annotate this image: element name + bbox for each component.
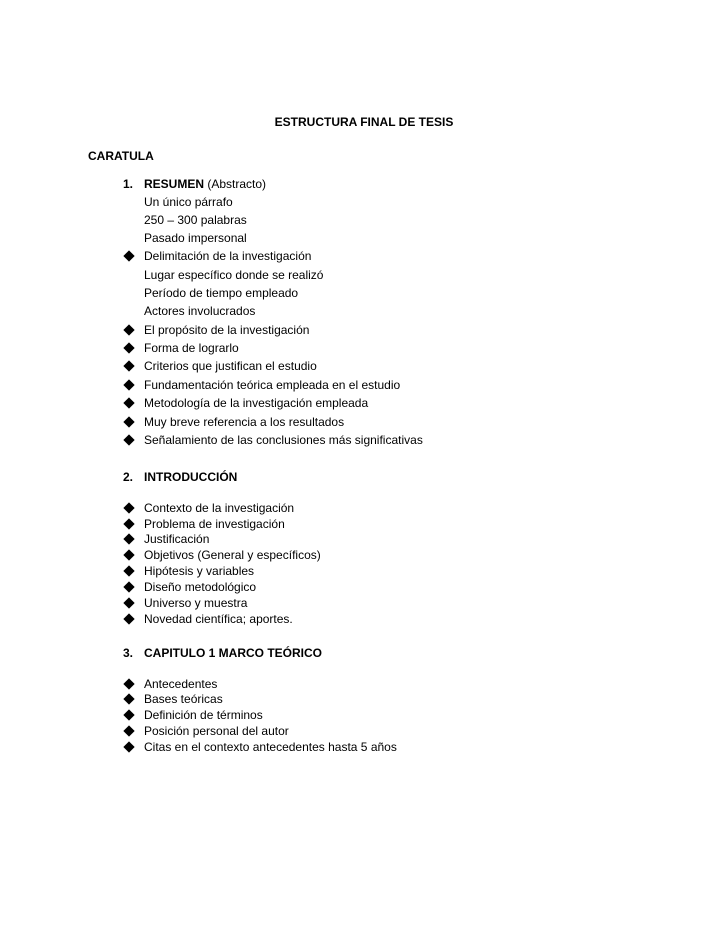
diamond-bullet-icon xyxy=(123,434,134,445)
diamond-bullet-icon xyxy=(123,741,134,752)
diamond-bullet-icon xyxy=(123,549,134,560)
diamond-bullet-icon xyxy=(123,502,134,513)
diamond-bullet-icon xyxy=(123,533,134,544)
document-title: ESTRUCTURA FINAL DE TESIS xyxy=(274,115,454,129)
bullet-item: Metodología de la investigación empleada xyxy=(144,396,369,410)
section-heading xyxy=(144,470,237,485)
bullet-item: El propósito de la investigación xyxy=(144,323,310,337)
sub-item: Pasado impersonal xyxy=(144,231,247,245)
diamond-bullet-icon xyxy=(123,678,134,689)
bullet-item: Definición de términos xyxy=(144,708,263,722)
diamond-bullet-icon xyxy=(123,693,134,704)
section-number: 1. xyxy=(123,177,134,191)
section-number: 2. xyxy=(123,470,134,484)
bullet-item: Muy breve referencia a los resultados xyxy=(144,415,345,429)
sub-item: 250 – 300 palabras xyxy=(144,213,247,227)
bullet-item: Contexto de la investigación xyxy=(144,501,295,515)
diamond-bullet-icon xyxy=(123,725,134,736)
diamond-bullet-icon xyxy=(123,613,134,624)
diamond-bullet-icon xyxy=(123,709,134,720)
caratula-heading: CARATULA xyxy=(88,149,154,163)
bullet-item: Hipótesis y variables xyxy=(144,564,255,578)
section-heading xyxy=(144,177,266,192)
section-heading xyxy=(144,646,322,661)
bullet-item: Justificación xyxy=(144,532,210,546)
diamond-bullet-icon xyxy=(123,342,134,353)
bullet-item: Fundamentación teórica empleada en el estudio xyxy=(144,378,401,392)
diamond-bullet-icon xyxy=(123,565,134,576)
bullet-item: Bases teóricas xyxy=(144,692,223,706)
bullet-item: Forma de lograrlo xyxy=(144,341,239,355)
diamond-bullet-icon xyxy=(123,581,134,592)
bullet-item: Criterios que justifican el estudio xyxy=(144,359,317,373)
bullet-item: Universo y muestra xyxy=(144,596,248,610)
diamond-bullet-icon xyxy=(123,250,134,261)
sub-item: Lugar específico donde se realizó xyxy=(144,268,324,282)
section-number: 3. xyxy=(123,646,134,660)
sub-item: Un único párrafo xyxy=(144,195,233,209)
section-heading-text: RESUMEN xyxy=(144,177,205,191)
diamond-bullet-icon xyxy=(123,397,134,408)
diamond-bullet-icon xyxy=(123,518,134,529)
bullet-item: Posición personal del autor xyxy=(144,724,289,738)
bullet-item: Diseño metodológico xyxy=(144,580,257,594)
bullet-item: Antecedentes xyxy=(144,677,218,691)
section-heading-text: INTRODUCCIÓN xyxy=(144,470,238,484)
diamond-bullet-icon xyxy=(123,597,134,608)
diamond-bullet-icon xyxy=(123,324,134,335)
bullet-item: Señalamiento de las conclusiones más significativas xyxy=(144,433,423,447)
section-heading-text: CAPITULO 1 MARCO TEÓRICO xyxy=(144,646,323,660)
section-heading-suffix: (Abstracto) xyxy=(204,177,267,191)
diamond-bullet-icon xyxy=(123,416,134,427)
bullet-item: Problema de investigación xyxy=(144,517,285,531)
bullet-item: Citas en el contexto antecedentes hasta 5 años xyxy=(144,740,397,754)
bullet-item: Delimitación de la investigación xyxy=(144,249,312,263)
bullet-item: Novedad científica; aportes. xyxy=(144,612,293,626)
sub-item: Período de tiempo empleado xyxy=(144,286,299,300)
diamond-bullet-icon xyxy=(123,379,134,390)
sub-item: Actores involucrados xyxy=(144,304,256,318)
bullet-item: Objetivos (General y específicos) xyxy=(144,548,321,562)
diamond-bullet-icon xyxy=(123,360,134,371)
